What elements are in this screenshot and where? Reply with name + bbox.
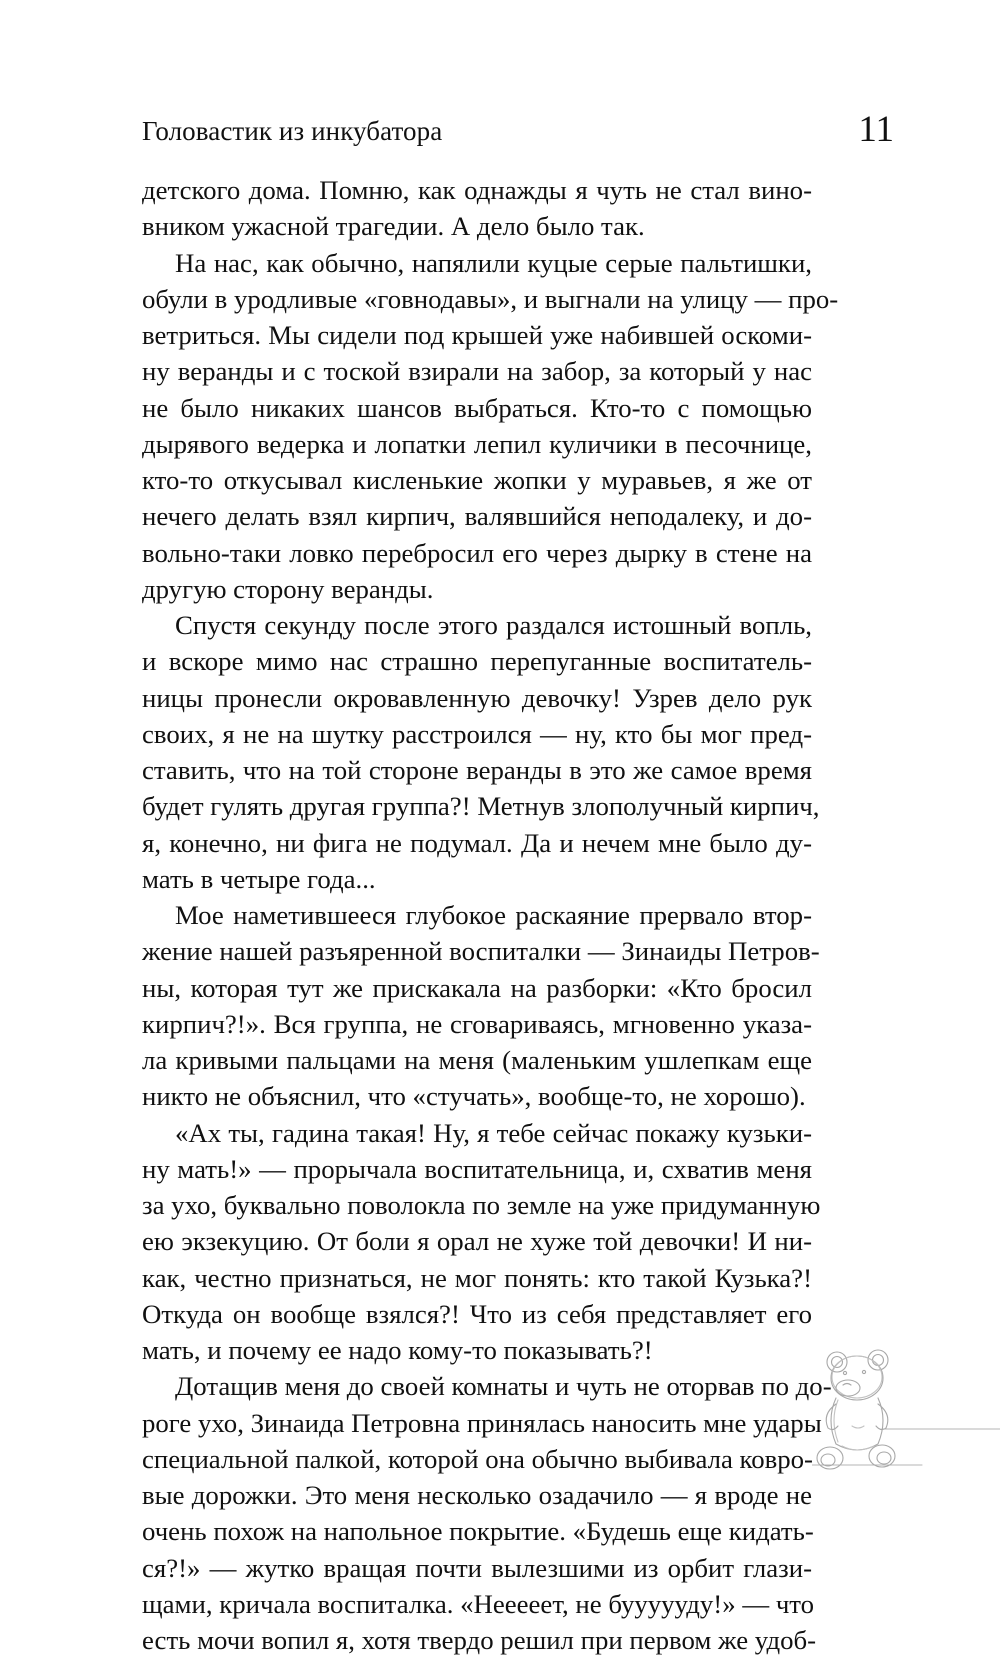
text-line: жение нашей разъяренной воспиталки — Зинаиды Петров- (142, 936, 820, 967)
text-line: другую сторону веранды. (142, 573, 434, 604)
text-line: не было никаких шансов выбраться. Кто-то с помощью (142, 392, 812, 423)
text-line: Мое наметившееся глубокое раскаяние прервало втор- (175, 900, 812, 930)
text-line: очень похож на напольное покрытие. «Будешь еще кидать- (142, 1516, 814, 1547)
text-line: и вскоре мимо нас страшно перепуганные воспитатель- (142, 646, 812, 677)
text-line: вые дорожки. Это меня несколько озадачило — я вроде не (142, 1480, 812, 1510)
text-line: кто-то откусывал кисленькие жопки у муравьев, я же от (142, 465, 812, 495)
text-line: роге ухо, Зинаида Петровна принялась наносить мне удары (142, 1407, 822, 1438)
teddy-bear-icon (812, 1340, 1000, 1490)
text-line: кирпич?!». Вся группа, не сговариваясь, мгновенно указа- (142, 1008, 812, 1039)
text-line: за ухо, буквально поволокла по земле на уже придуманную (142, 1190, 821, 1220)
text-line: никто не объяснил, что «стучать», вообще-то, не хорошо). (142, 1081, 806, 1112)
text-line: ну мать!» — прорычала воспитательница, и, схватив меня (142, 1153, 812, 1184)
text-line: На нас, как обычно, напялили куцые серые пальтишки, (175, 247, 812, 278)
text-line: специальной палкой, которой она обычно выбивала ковро- (142, 1443, 813, 1474)
text-line: будет гулять другая группа?! Метнув злополучный кирпич, (142, 791, 820, 822)
text-line: обули в уродливые «говнодавы», и выгнали на улицу — про- (142, 283, 839, 314)
text-line: вольно-таки ловко перебросил его через дырку в стене на (142, 537, 812, 568)
text-line: Дотащив меня до своей комнаты и чуть не оторвав по до- (175, 1371, 832, 1402)
text-line: мать, и почему ее надо кому-то показывать?! (142, 1335, 653, 1365)
text-line: щами, кричала воспиталка. «Нееееет, не буууууду!» — что (142, 1588, 815, 1619)
text-line: есть мочи вопил я, хотя твердо решил при первом же удоб- (142, 1625, 817, 1655)
text-line: своих, я не на шутку расстроился — ну, кто бы мог пред- (142, 718, 812, 749)
text-line: ницы пронесли окровавленную девочку! Узрев дело рук (142, 682, 812, 713)
text-line: «Ах ты, гадина такая! Ну, я тебе сейчас покажу кузьки- (175, 1117, 812, 1148)
text-line: детского дома. Помню, как однажды я чуть не стал вино- (142, 175, 812, 205)
page-number: 11 (858, 109, 894, 150)
text-line: вником ужасной трагедии. А дело было так. (142, 211, 645, 242)
text-line: нечего делать взял кирпич, валявшийся неподалеку, и до- (142, 501, 812, 532)
text-line: Откуда он вообще взялся?! Что из себя представляет его (142, 1298, 812, 1329)
text-line: Спустя секунду после этого раздался истошный вопль, (175, 610, 812, 640)
text-line: ветриться. Мы сидели под крышей уже набившей оскоми- (142, 320, 812, 350)
text-line: ны, которая тут же прискакала на разборки: «Кто бросил (142, 972, 812, 1003)
text-line: ею экзекуцию. От боли я орал не хуже той девочки! И ни- (142, 1226, 812, 1257)
text-line: ла кривыми пальцами на меня (маленьким ушлепкам еще (142, 1045, 812, 1075)
text-line: ставить, что на той стороне веранды в это же самое время (142, 755, 812, 785)
text-line: ся?!» — жутко вращая почти вылезшими из орбит глази- (142, 1552, 812, 1583)
running-title: Головастик из инкубатора (142, 116, 443, 146)
text-line: мать в четыре года... (142, 863, 376, 894)
text-line: я, конечно, ни фига не подумал. Да и нечем мне было ду- (142, 827, 812, 858)
text-line: дырявого ведерка и лопатки лепил куличики в песочнице, (142, 428, 812, 459)
text-line: как, честно признаться, не мог понять: кто такой Кузька?! (142, 1262, 812, 1293)
body-text (142, 172, 839, 1658)
text-line: ну веранды и с тоской взирали на забор, за который у нас (142, 356, 812, 387)
